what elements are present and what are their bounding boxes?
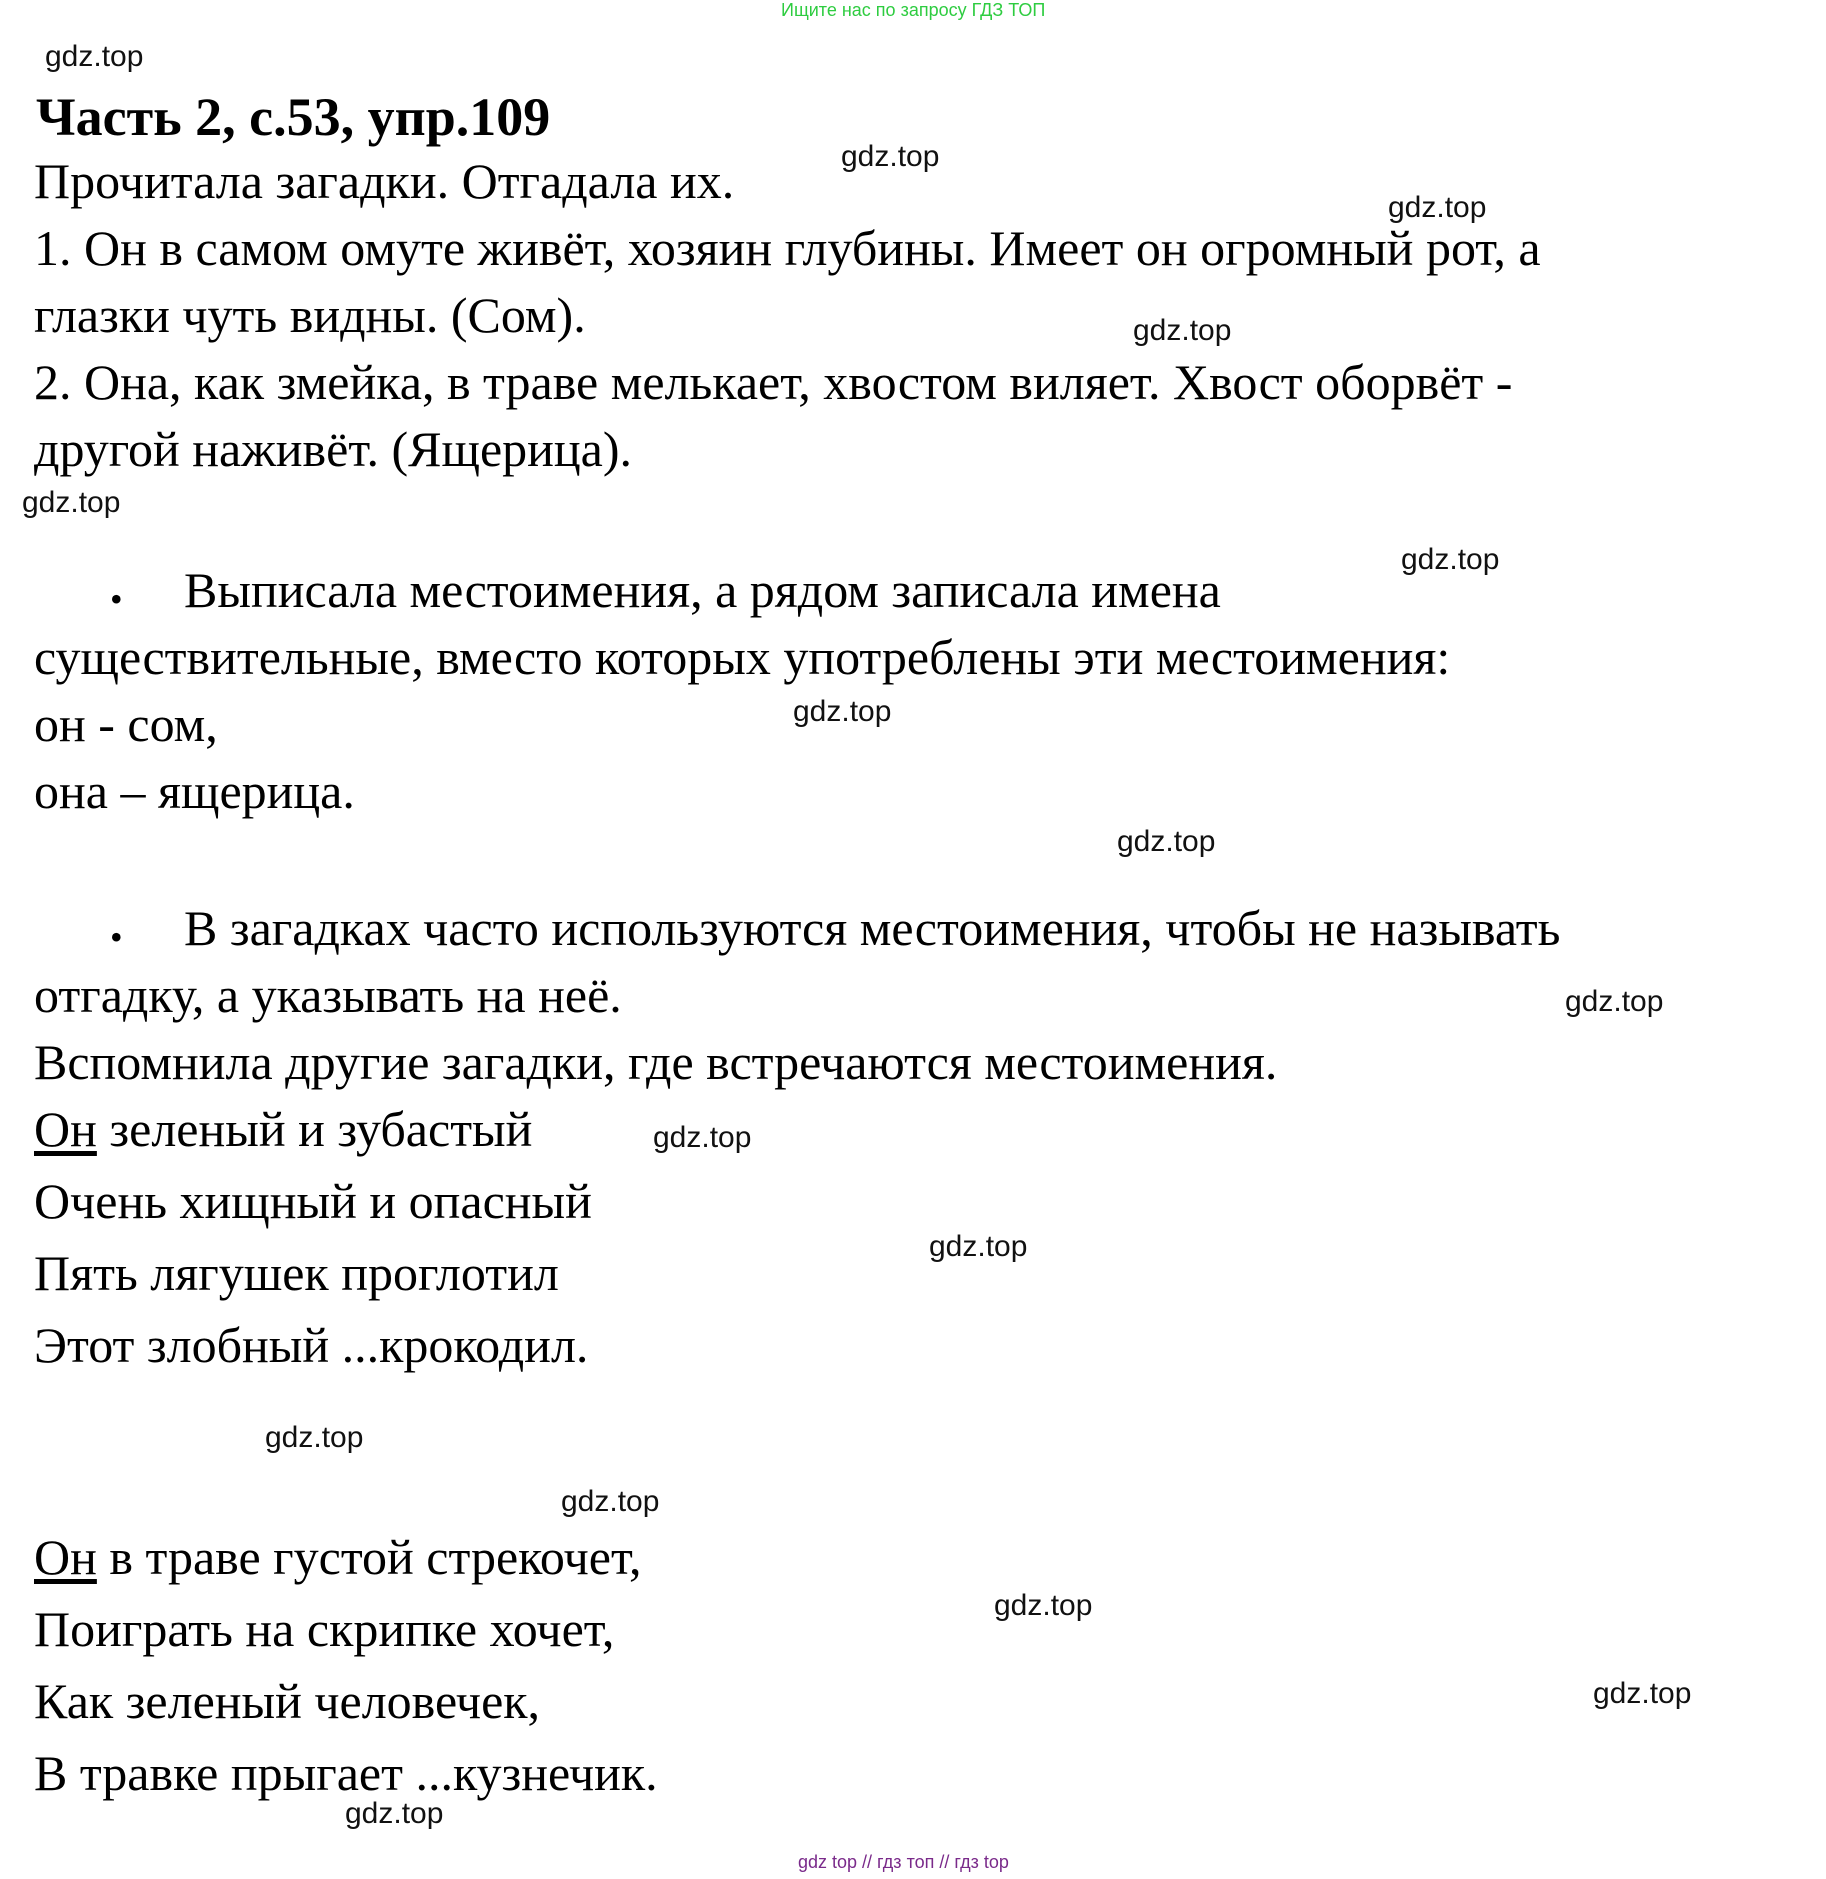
poem-2-line-1-rest: в траве густой стрекочет,	[96, 1529, 642, 1585]
bullet-icon: •	[110, 917, 123, 957]
watermark: gdz.top	[994, 1589, 1093, 1622]
poem-1-line-4: Этот злобный ...крокодил.	[34, 1317, 589, 1373]
watermark: gdz.top	[1388, 191, 1487, 224]
riddle-2-line-2: другой наживёт. (Ящерица).	[34, 421, 632, 477]
watermark: gdz.top	[1133, 314, 1232, 347]
watermark: gdz.top	[1117, 825, 1216, 858]
poem-1-line-3: Пять лягушек проглотил	[34, 1245, 559, 1301]
watermark: gdz.top	[345, 1797, 444, 1830]
watermark: gdz.top	[1401, 543, 1500, 576]
poem-2-line-3: Как зеленый человечек,	[34, 1673, 541, 1729]
section-1-line-2: существительные, вместо которых употреблены эти местоимения:	[34, 629, 1451, 685]
watermark: gdz.top	[929, 1230, 1028, 1263]
section-2-line-2: отгадку, а указывать на неё.	[34, 967, 622, 1023]
section-2-line-1: В загадках часто используются местоимения, чтобы не называть	[184, 900, 1561, 956]
top-banner: Ищите нас по запросу ГДЗ ТОП	[781, 0, 1046, 20]
watermark: gdz.top	[1593, 1677, 1692, 1710]
pair-1: он - сом,	[34, 696, 218, 752]
poem-2-line-2: Поиграть на скрипке хочет,	[34, 1601, 615, 1657]
watermark: gdz.top	[793, 695, 892, 728]
footer-text: gdz top // гдз топ // гдз top	[798, 1852, 1009, 1872]
poem-2-pronoun: Он	[34, 1529, 97, 1585]
bullet-icon: •	[110, 579, 123, 619]
poem-1-line-1-rest: зеленый и зубастый	[96, 1101, 533, 1157]
riddle-2-line-1: 2. Она, как змейка, в траве мелькает, хвостом виляет. Хвост оборвёт -	[34, 354, 1513, 410]
watermark: gdz.top	[841, 140, 940, 173]
poem-2-line-4: В травке прыгает ...кузнечик.	[34, 1745, 658, 1801]
poem-2-line-1	[34, 1529, 642, 1585]
watermark: gdz.top	[1565, 985, 1664, 1018]
section-1-line-1: Выписала местоимения, а рядом записала имена	[184, 562, 1221, 618]
poem-1-pronoun: Он	[34, 1101, 97, 1157]
intro-text: Прочитала загадки. Отгадала их.	[34, 153, 735, 209]
page-title: Часть 2, с.53, упр.109	[36, 87, 551, 147]
watermark: gdz.top	[561, 1485, 660, 1518]
riddle-1-line-2: глазки чуть видны. (Сом).	[34, 287, 586, 343]
watermark: gdz.top	[22, 486, 121, 519]
watermark: gdz.top	[265, 1421, 364, 1454]
watermark: gdz.top	[653, 1121, 752, 1154]
section-2-line-3: Вспомнила другие загадки, где встречаются местоимения.	[34, 1034, 1278, 1090]
riddle-1-line-1: 1. Он в самом омуте живёт, хозяин глубины. Имеет он огромный рот, а	[34, 220, 1541, 276]
poem-1-line-2: Очень хищный и опасный	[34, 1173, 592, 1229]
watermark: gdz.top	[45, 40, 144, 73]
poem-1-line-1	[34, 1101, 533, 1157]
pair-2: она – ящерица.	[34, 763, 355, 819]
